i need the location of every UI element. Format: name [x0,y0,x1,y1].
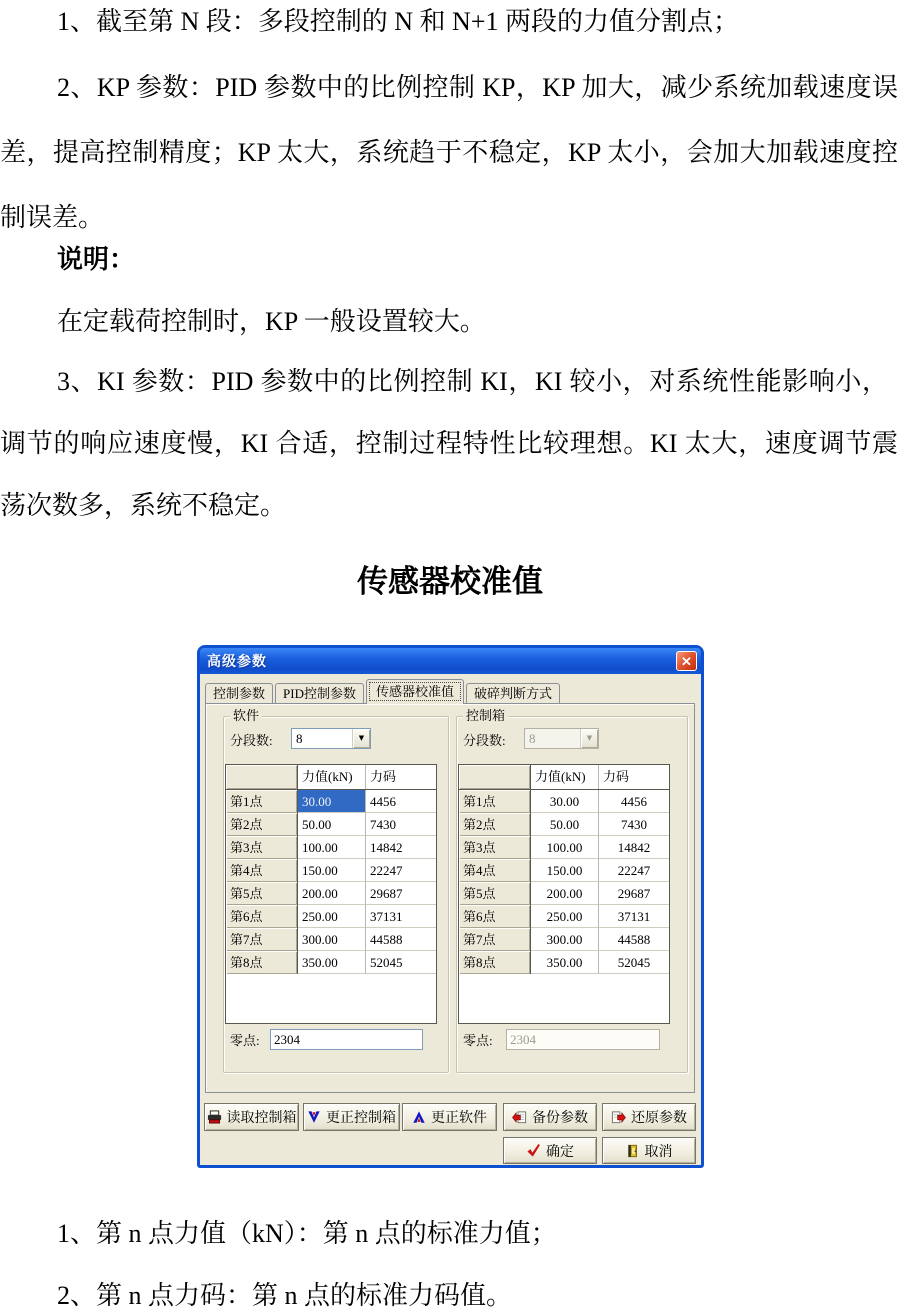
table-row [459,790,669,813]
force-cell: 50.00 [531,813,599,836]
doc-line: 调节的响应速度慢，KI 合适，控制过程特性比较理想。KI 太大，速度调节震 [0,429,898,458]
code-column-header: 力码 [599,765,669,789]
advanced-params-dialog [197,645,704,1168]
read-controlbox-button[interactable] [204,1103,299,1131]
point-row-header: 第1点 [459,790,531,813]
point-row-header: 第1点 [226,790,298,813]
ok-button[interactable] [503,1137,597,1164]
table-row [459,882,669,905]
force-column-header: 力值(kN) [298,765,366,789]
code-cell: 37131 [599,905,669,928]
code-cell[interactable]: 14842 [366,836,436,859]
force-cell: 100.00 [531,836,599,859]
point-row-header: 第5点 [459,882,531,905]
zero-input[interactable] [270,1029,423,1050]
force-cell[interactable]: 300.00 [298,928,366,951]
segments-label: 分段数: [463,733,506,748]
point-row-header: 第4点 [459,859,531,882]
point-row-header: 第2点 [459,813,531,836]
button-label: 读取控制箱 [226,1111,297,1126]
segments-value: 8 [296,731,303,746]
correct-controlbox-button[interactable] [303,1103,400,1131]
table-row [226,951,436,974]
code-cell[interactable]: 4456 [366,790,436,813]
code-cell[interactable]: 7430 [366,813,436,836]
force-cell[interactable]: 50.00 [298,813,366,836]
zero-label: 零点: [463,1033,493,1048]
force-cell[interactable]: 30.00 [298,790,366,813]
code-cell[interactable]: 22247 [366,859,436,882]
button-label: 更正软件 [431,1111,487,1126]
table-row [226,859,436,882]
tab-pid-control-params[interactable]: PID控制参数 [275,683,364,704]
doc-line: 在定载荷控制时，KP 一般设置较大。 [57,307,486,336]
point-row-header: 第7点 [459,928,531,951]
point-row-header: 第3点 [226,836,298,859]
backup-params-button[interactable] [503,1103,597,1131]
code-cell: 14842 [599,836,669,859]
point-row-header: 第8点 [459,951,531,974]
dialog-titlebar[interactable] [200,648,701,674]
table-row [459,951,669,974]
force-cell[interactable]: 100.00 [298,836,366,859]
table-row [226,813,436,836]
force-cell: 300.00 [531,928,599,951]
cancel-button[interactable] [602,1137,696,1164]
doc-line: 荡次数多，系统不稳定。 [0,491,287,520]
controlbox-group-legend: 控制箱 [463,708,508,724]
code-cell: 44588 [599,928,669,951]
segments-label: 分段数: [230,733,273,748]
table-row [459,905,669,928]
table-row [226,836,436,859]
table-header-row [226,765,436,790]
doc-line: 差，提高控制精度；KP 太大，系统趋于不稳定，KP 太小，会加大加载速度控 [0,138,898,167]
corner-header-cell [459,765,531,789]
force-cell[interactable]: 350.00 [298,951,366,974]
force-cell: 30.00 [531,790,599,813]
point-row-header: 第6点 [459,905,531,928]
code-cell[interactable]: 29687 [366,882,436,905]
segments-dropdown[interactable] [291,728,371,749]
table-header-row [459,765,669,790]
table-row [226,790,436,813]
restore-params-button[interactable] [602,1103,696,1131]
dialog-title: 高级参数 [207,655,267,670]
restore-icon [611,1110,626,1125]
table-row [459,928,669,951]
doc-subheading: 说明： [57,245,136,274]
table-row [459,859,669,882]
software-group-legend: 软件 [230,708,262,724]
point-row-header: 第5点 [226,882,298,905]
table-row [226,928,436,951]
software-calibration-table [225,764,437,1024]
zero-label: 零点: [230,1033,260,1048]
force-cell[interactable]: 150.00 [298,859,366,882]
segments-dropdown-disabled [524,728,599,749]
doc-line: 制误差。 [0,203,105,232]
sensor-calibration-panel [205,703,695,1093]
code-cell: 29687 [599,882,669,905]
force-cell[interactable]: 250.00 [298,905,366,928]
doc-line: 2、第 n 点力码：第 n 点的标准力码值。 [57,1281,513,1310]
controlbox-calibration-table [458,764,670,1024]
door-icon [626,1144,640,1158]
corner-header-cell [226,765,298,789]
code-cell: 22247 [599,859,669,882]
backup-icon [512,1110,527,1125]
code-cell[interactable]: 44588 [366,928,436,951]
point-row-header: 第4点 [226,859,298,882]
force-cell: 250.00 [531,905,599,928]
segments-value: 8 [529,731,536,746]
code-cell: 7430 [599,813,669,836]
button-label: 更正控制箱 [326,1111,396,1126]
code-cell[interactable]: 52045 [366,951,436,974]
force-cell: 150.00 [531,859,599,882]
force-cell: 350.00 [531,951,599,974]
up-arrow-icon [412,1110,426,1124]
section-heading: 传感器校准值 [357,564,543,599]
table-row [459,836,669,859]
table-row [226,882,436,905]
button-label: 确定 [546,1144,574,1160]
tab-sensor-calibration[interactable]: 传感器校准值 [366,679,464,704]
tab-strip [205,679,562,704]
point-row-header: 第3点 [459,836,531,859]
code-cell: 4456 [599,790,669,813]
doc-line: 2、KP 参数：PID 参数中的比例控制 KP，KP 加大，减少系统加载速度误 [57,73,898,102]
point-row-header: 第2点 [226,813,298,836]
code-column-header: 力码 [366,765,436,789]
down-arrow-icon [307,1110,321,1124]
zero-input-disabled [506,1029,660,1050]
table-row [459,813,669,836]
doc-line: 1、截至第 N 段：多段控制的 N 和 N+1 两段的力值分割点； [57,7,739,36]
close-icon[interactable]: ✕ [676,651,697,671]
code-cell[interactable]: 37131 [366,905,436,928]
force-column-header: 力值(kN) [531,765,599,789]
point-row-header: 第6点 [226,905,298,928]
chevron-down-icon: ▼ [580,729,598,748]
point-row-header: 第7点 [226,928,298,951]
tab-control-params[interactable]: 控制参数 [205,683,273,704]
button-label: 还原参数 [631,1111,687,1126]
check-icon [526,1143,541,1158]
printer-icon [207,1110,222,1125]
force-cell[interactable]: 200.00 [298,882,366,905]
point-row-header: 第8点 [226,951,298,974]
correct-software-button[interactable] [402,1103,497,1131]
controlbox-group [456,708,688,1073]
doc-line: 1、第 n 点力值（kN）：第 n 点的标准力值； [57,1219,557,1248]
tab-break-detection[interactable]: 破碎判断方式 [466,683,560,704]
force-cell: 200.00 [531,882,599,905]
chevron-down-icon[interactable]: ▼ [352,729,370,748]
button-label: 取消 [644,1144,673,1160]
software-group [223,708,449,1073]
button-label: 备份参数 [532,1111,588,1126]
code-cell: 52045 [599,951,669,974]
doc-line: 3、KI 参数：PID 参数中的比例控制 KI，KI 较小，对系统性能影响小， [57,367,888,396]
table-row [226,905,436,928]
